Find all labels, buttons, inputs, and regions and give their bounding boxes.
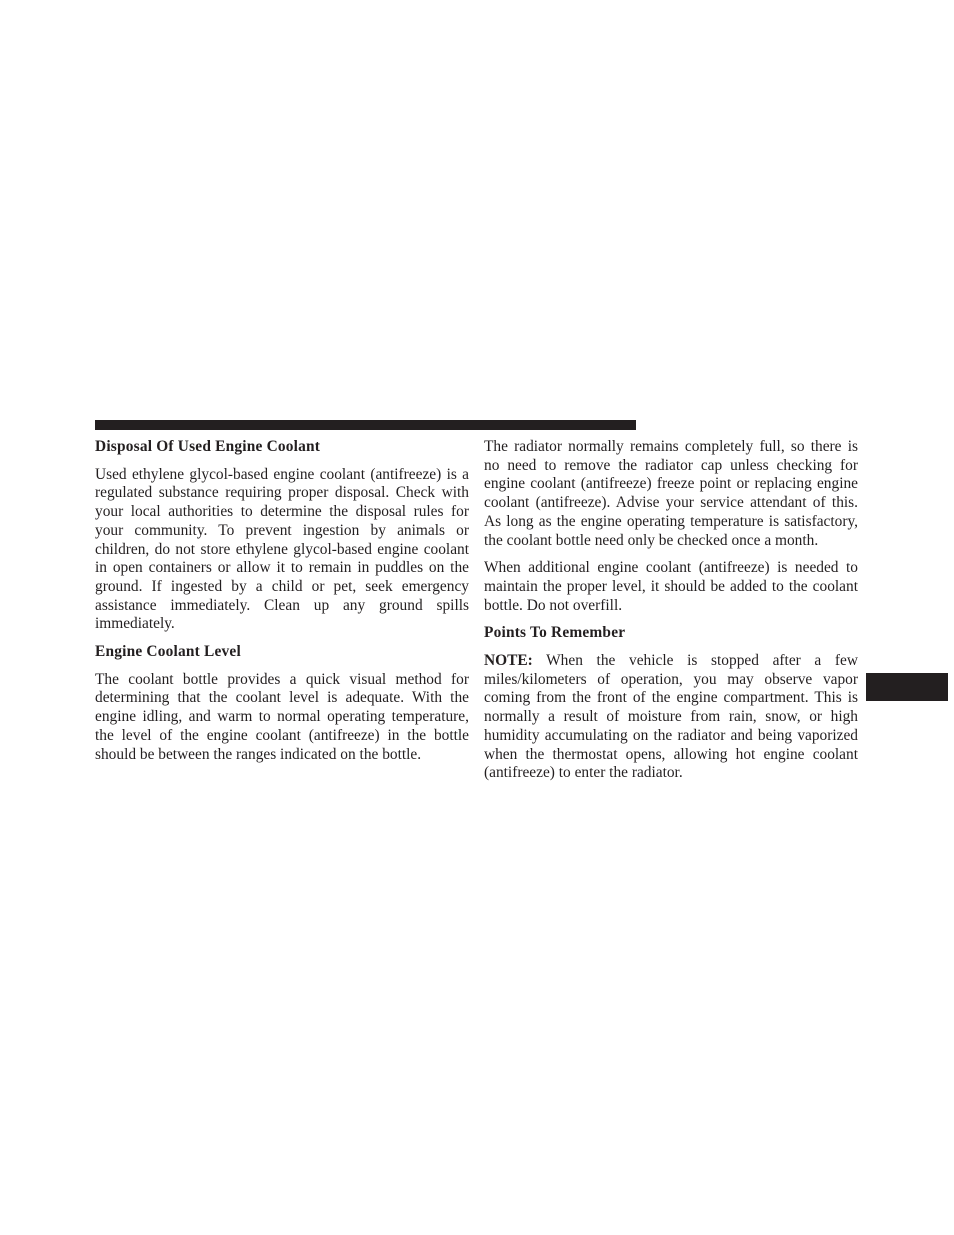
chapter-tab-marker xyxy=(866,673,948,701)
heading-points-to-remember: Points To Remember xyxy=(484,624,626,642)
paragraph-radiator: The radiator normally remains completely full, so there is no need to remove the radiator cap unless checking for engine coolant (antifreeze) freeze point or replacing engine coolant (antifreeze). Advise your service attendant of this. As long as the engine operating temperature is satisfactory, the coolant bottle need only be checked once a month. xyxy=(484,438,858,549)
right-column xyxy=(484,438,858,792)
paragraph-additional-coolant: When additional engine coolant (antifreeze) is needed to maintain the proper level, it should be added to the coolant bottle. Do not overfill. xyxy=(484,559,858,614)
left-column xyxy=(95,438,469,773)
paragraph-note xyxy=(484,652,858,783)
note-text: When the vehicle is stopped after a few miles/kilometers of operation, you may observe vapor coming from the front of the engine compartment. This is normally a result of moisture from rain, snow, or high humidity accumulating on the radiator and being vaporized when the thermostat opens, allowing hot engine coolant (antifreeze) to enter the radiator. xyxy=(484,652,858,782)
section-top-rule xyxy=(95,420,636,430)
paragraph-coolant-level: The coolant bottle provides a quick visual method for determining that the coolant level is adequate. With the engine idling, and warm to normal operating temperature, the level of the engine coolant (antifreeze) in the bottle should be between the ranges indicated on the bottle. xyxy=(95,670,469,763)
note-label: NOTE: xyxy=(484,652,533,670)
paragraph-disposal: Used ethylene glycol-based engine coolant (antifreeze) is a regulated substance requiring proper disposal. Check with your local authorities to determine the disposal rules for your community. To prevent ingestion by animals or children, do not store ethylene glycol-based engine coolant in open containers or allow it to remain in puddles on the ground. If ingested by a child or pet, seek emergency assistance immediately. Clean up any ground spills immediately. xyxy=(95,465,469,633)
heading-coolant-level: Engine Coolant Level xyxy=(95,643,241,661)
heading-disposal: Disposal Of Used Engine Coolant xyxy=(95,438,321,455)
